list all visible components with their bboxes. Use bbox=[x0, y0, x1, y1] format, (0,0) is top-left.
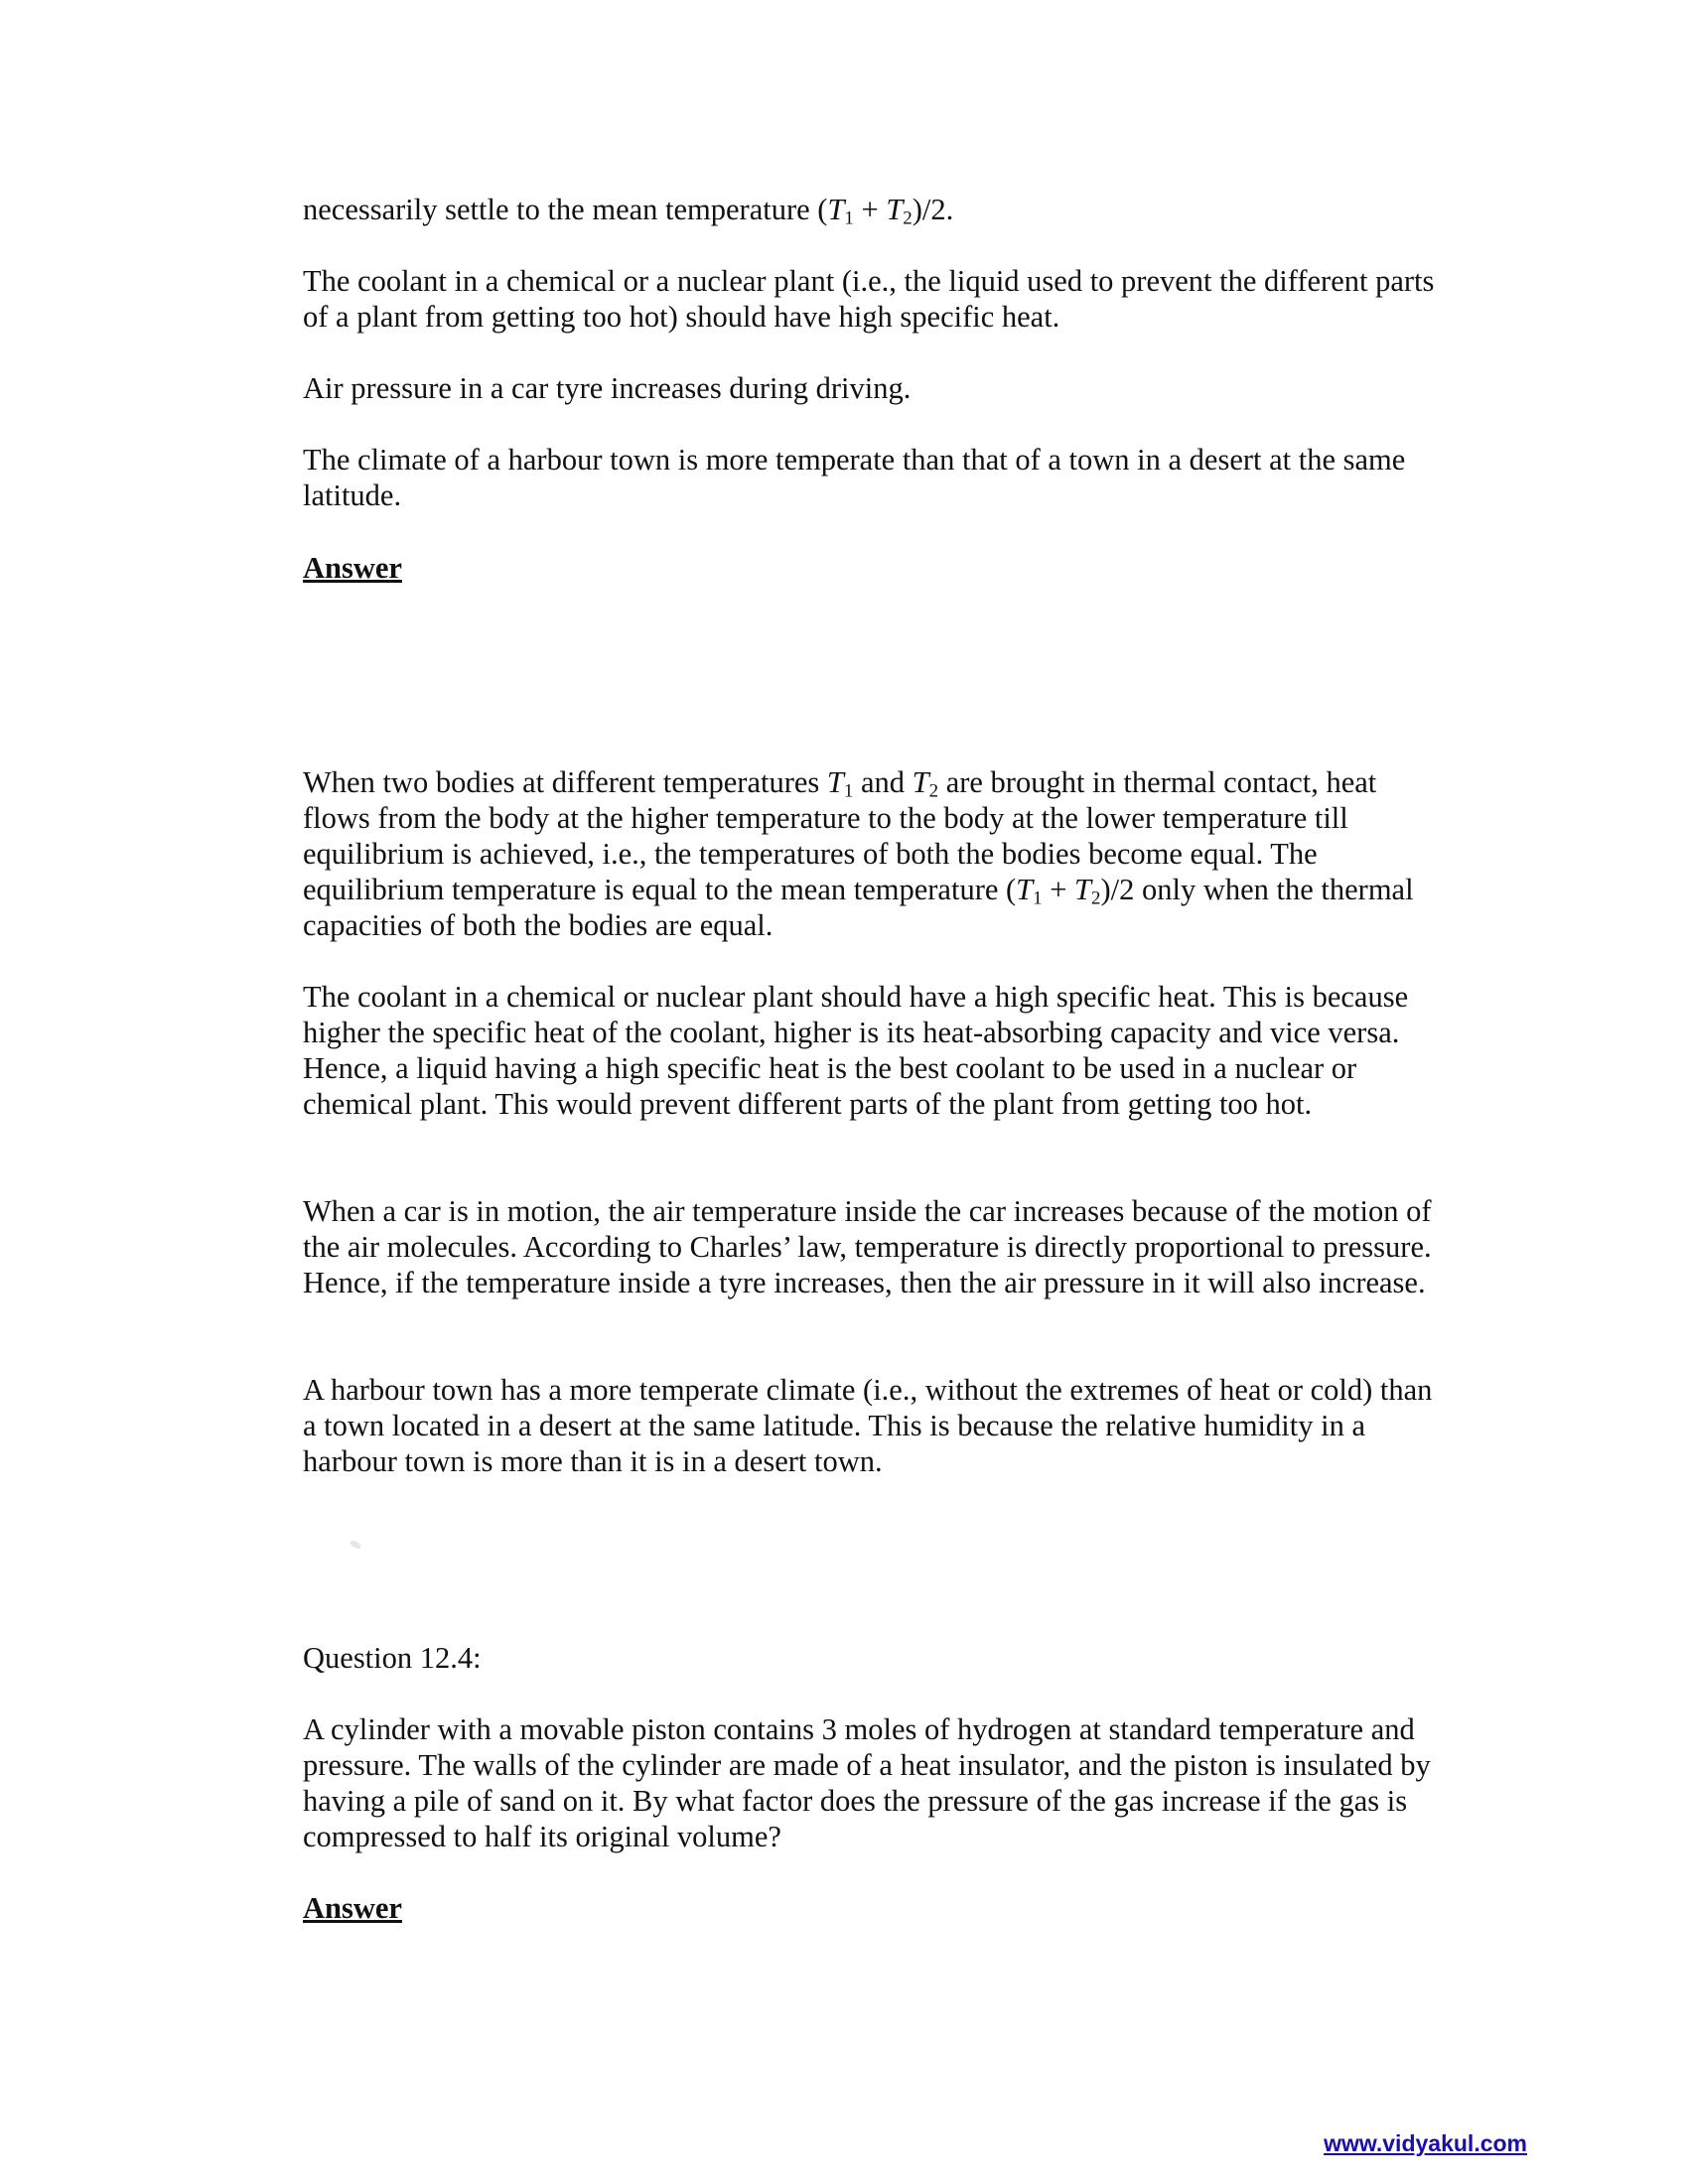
q3-part-a-tail: necessarily settle to the mean temperature $(T_1 + T_2)/2$. bbox=[303, 193, 954, 229]
answer-part-c: When a car is in motion, the air temperature inside the car increases because of the motion of the air molecules. According to Charles’ law, temperature is directly proportional to pressure. Hence, if the temperature inside a tyre increases, then the air pressure in it will also increase. bbox=[303, 1194, 1432, 1299]
answer-part-a: When two bodies at different temperatures $T_1$ and $T_2$ are brought in thermal contact, heat flows from the body at the higher temperature to the body at the lower temperature till equilibrium is achieved, i.e., the temperatures of both the bodies become equal. The equilibrium temperature is equal to the mean temperature $(T_1 + T_2)/2$ only when the thermal capacities of both the bodies are equal. bbox=[303, 765, 1414, 942]
answer-heading-2: Answer bbox=[303, 1891, 402, 1925]
q3-part-c: Air pressure in a car tyre increases during driving. bbox=[303, 371, 912, 405]
scan-speck bbox=[349, 1539, 361, 1550]
question-text: A cylinder with a movable piston contains 3 moles of hydrogen at standard temperature and pressure. The walls of the cylinder are made of a heat insulator, and the piston is insulated by having a pile of sand on it. By what factor does the pressure of the gas increase if the gas is compressed to half its original volume? bbox=[303, 1712, 1431, 1853]
question-title: Question 12.4: bbox=[303, 1641, 482, 1675]
q3-part-b: The coolant in a chemical or a nuclear plant (i.e., the liquid used to prevent the different parts of a plant from getting too hot) should have high specific heat. bbox=[303, 264, 1435, 334]
answer-part-b: The coolant in a chemical or nuclear plant should have a high specific heat. This is because higher the specific heat of the coolant, higher is its heat-absorbing capacity and vice versa. Hence, a liquid having a high specific heat is the best coolant to be used in a nuclear or chemical plant. This would prevent different parts of the plant from getting too hot. bbox=[303, 980, 1409, 1121]
q3-part-d: The climate of a harbour town is more temperate than that of a town in a desert at the same latitude. bbox=[303, 443, 1406, 512]
answer-heading: Answer bbox=[303, 551, 402, 585]
answer-part-d: A harbour town has a more temperate climate (i.e., without the extremes of heat or cold) than a town located in a desert at the same latitude. This is because the relative humidity in a harbour town is more than it is in a desert town. bbox=[303, 1373, 1433, 1478]
footer-website-link[interactable]: www.vidyakul.com bbox=[1324, 2130, 1527, 2156]
